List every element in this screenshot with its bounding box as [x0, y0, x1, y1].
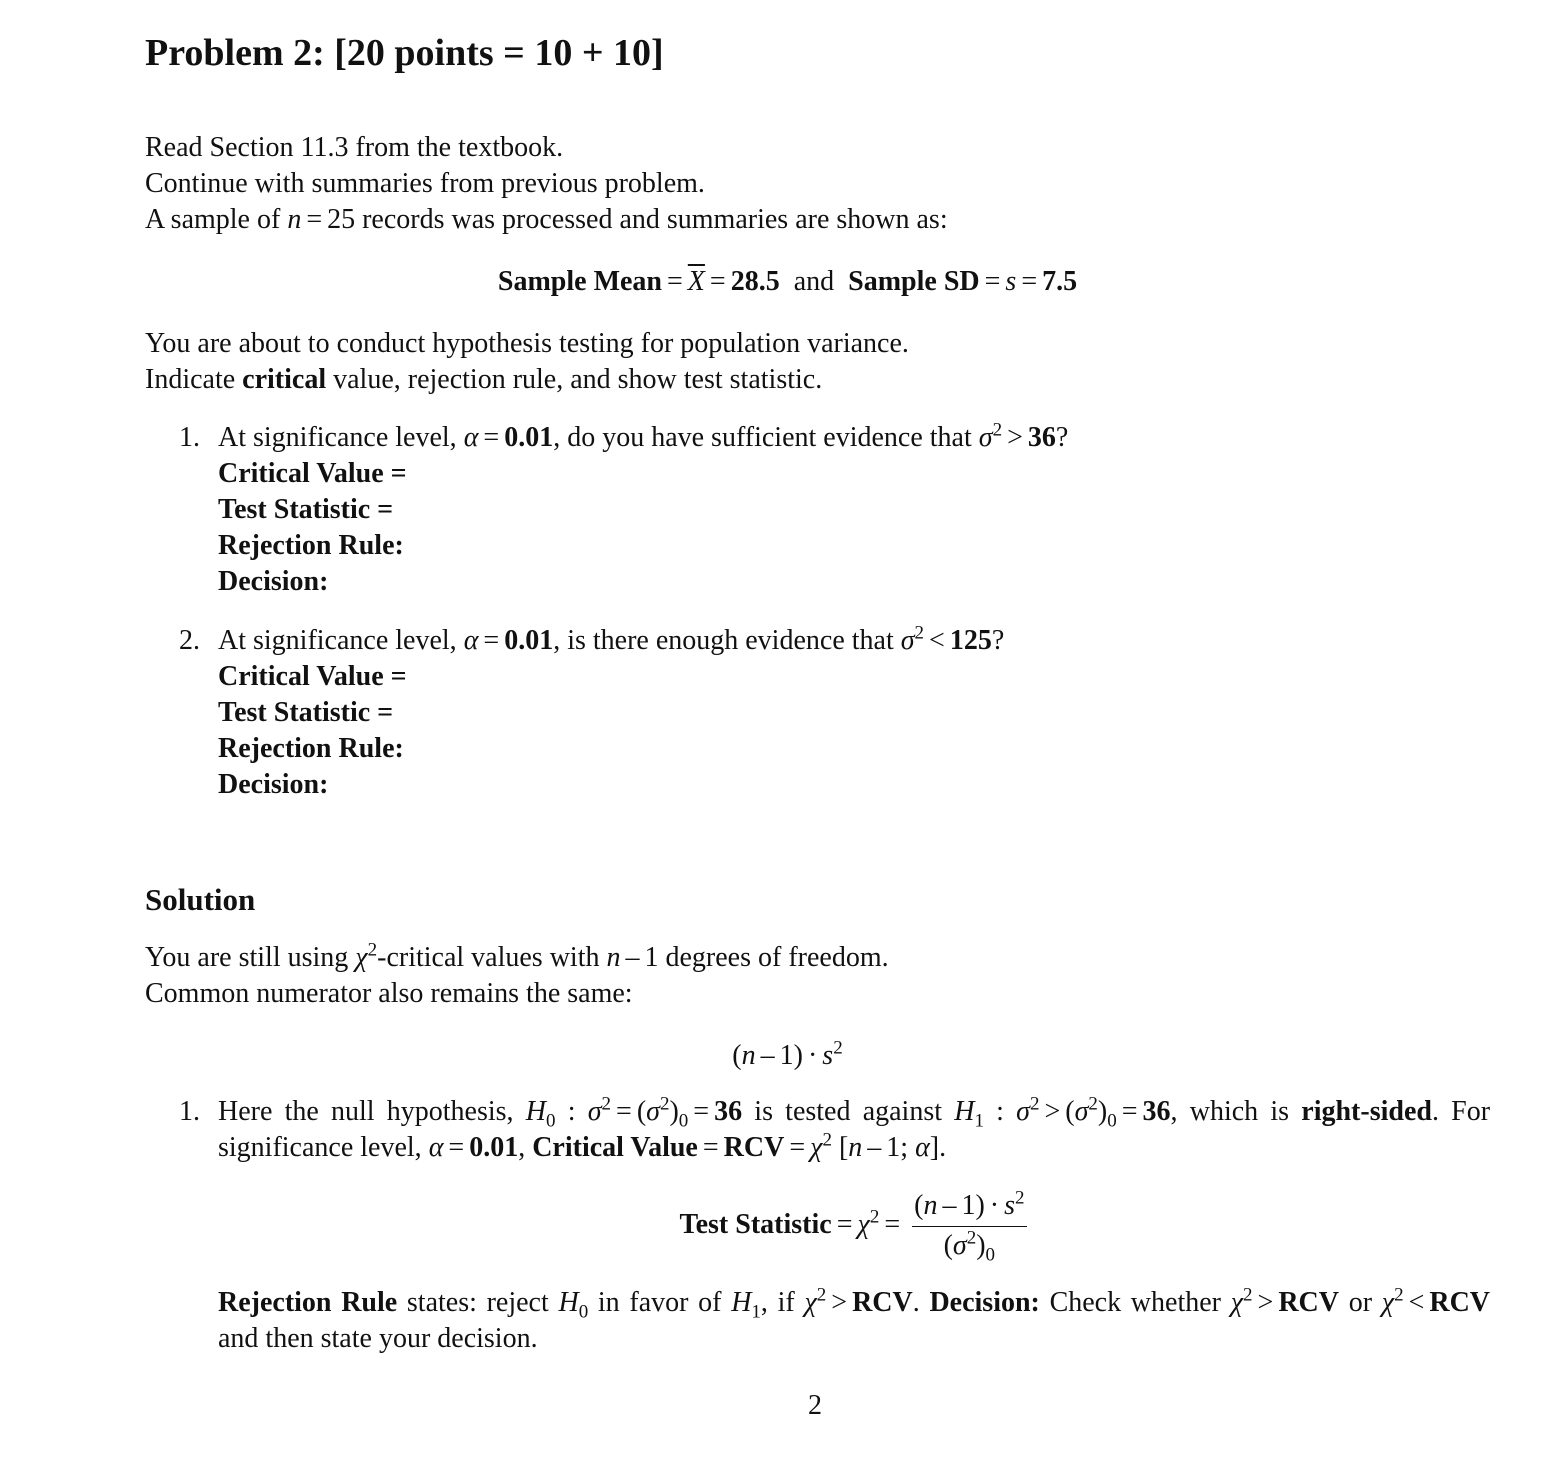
sample-line-prefix: A sample of	[145, 204, 281, 235]
mean-value: 28.5	[730, 266, 780, 297]
question-2-alpha: 0.01	[504, 625, 554, 656]
rejection-rule-text: Rejection Rule states: reject $H_0$ in favor of $H_1$, if $\chi^2$ > RCV. Decision: Check whether $\chi^2$ > RCV or $\chi^2$ < RCV and then state your decision.	[218, 1284, 1491, 1354]
summary-stats: Sample Mean = $\overline{X} = 28.5$ and Sample SD = s = 7.5	[497, 266, 1078, 297]
question-1-prefix: At significance level,	[218, 422, 457, 453]
question-2-prefix: At significance level,	[218, 625, 457, 656]
sd-symbol: s	[1005, 266, 1017, 297]
mean-label: Sample Mean	[497, 266, 662, 297]
question-2-number: 2.	[179, 625, 200, 656]
question-2-middle: , is there enough evidence that	[553, 625, 894, 656]
solution-line-2: Common numerator also remains the same:	[145, 978, 633, 1009]
sd-value: 7.5	[1042, 266, 1078, 297]
document-page	[145, 28, 1490, 1357]
test-statistic-formula: Test Statistic = $\chi^2$ = $\frac{(n - 1) \cdot s^2}{(\sigma^2)_0}$	[679, 1187, 1025, 1266]
page-number: 2	[808, 1390, 822, 1421]
question-2-end: ?	[991, 625, 1005, 656]
sample-line: A sample of n = 25 records was processed and summaries are shown as:	[145, 204, 948, 235]
problem-title: Problem 2: [20 points = 10 + 10]	[145, 32, 664, 74]
task-line-2-suffix: value, rejection rule, and show test statistic.	[333, 364, 823, 395]
sd-label: Sample SD	[848, 266, 980, 297]
question-2-decision: Decision:	[218, 769, 329, 800]
question-1: 1. At significance level, α = 0.01, do you have sufficient evidence that $\sigma^2 > 36$? Critical Value = Test Statistic = Rejection Rule: Decision:	[145, 420, 1490, 600]
n-value: 25	[327, 204, 356, 235]
question-1-end: ?	[1055, 422, 1069, 453]
task-line-2-bold: critical	[242, 364, 327, 395]
intro-line-1: Read Section 11.3 from the textbook.	[145, 132, 564, 163]
solution-heading: Solution	[145, 882, 256, 917]
intro-line-2: Continue with summaries from previous problem.	[145, 168, 705, 199]
sample-line-suffix: records was processed and summaries are shown as:	[362, 204, 948, 235]
question-1-test-statistic: Test Statistic =	[218, 494, 394, 525]
and-text: and	[793, 266, 835, 297]
task-line-1: You are about to conduct hypothesis testing for population variance.	[145, 328, 909, 359]
question-1-number: 1.	[179, 422, 200, 453]
question-1-alpha: 0.01	[504, 422, 554, 453]
task-line-2	[145, 362, 1490, 398]
question-2-rejection-rule: Rejection Rule:	[218, 733, 404, 764]
common-numerator: $(n - 1) \cdot s^2$	[732, 1037, 843, 1071]
mean-symbol: $\overline{X}$	[687, 266, 705, 297]
question-2-critical-value: Critical Value =	[218, 661, 407, 692]
solution-line-1: You are still using $\chi^2$-critical values with n – 1 degrees of freedom.	[145, 939, 889, 973]
question-1-decision: Decision:	[218, 566, 329, 597]
question-2-test-statistic: Test Statistic =	[218, 697, 394, 728]
solution-item-1	[145, 1094, 1490, 1357]
solution-item-1-number: 1.	[179, 1096, 200, 1127]
question-1-relation: >	[1007, 422, 1023, 453]
solution-line-1-suffix: degrees of freedom.	[665, 942, 889, 973]
question-2-target: 125	[949, 625, 992, 656]
question-2: 2. At significance level, α = 0.01, is there enough evidence that $\sigma^2 < 125$? Critical Value = Test Statistic = Rejection Rule: Decision:	[145, 623, 1490, 803]
question-1-critical-value: Critical Value =	[218, 458, 407, 489]
question-1-middle: , do you have sufficient evidence that	[553, 422, 972, 453]
solution-line-1-mid: -critical values with	[377, 942, 600, 973]
task-line-2-prefix: Indicate	[145, 364, 236, 395]
solution-line-1-prefix: You are still using	[145, 942, 349, 973]
solution-item-1-text: Here the null hypothesis, $H_0$ : $\sigma^2 = (\sigma^2)_0 = 36$ is tested against $H_1$ : $\sigma^2 > (\sigma^2)_0 = 36$, which is right-sided. For significance level, α = 0.01, Critical Value = RCV = $\chi^2$ [n – 1; α].	[218, 1093, 1491, 1163]
question-1-rejection-rule: Rejection Rule:	[218, 530, 404, 561]
question-1-target: 36	[1027, 422, 1056, 453]
question-2-relation: <	[929, 625, 945, 656]
n-symbol: n	[287, 204, 302, 235]
